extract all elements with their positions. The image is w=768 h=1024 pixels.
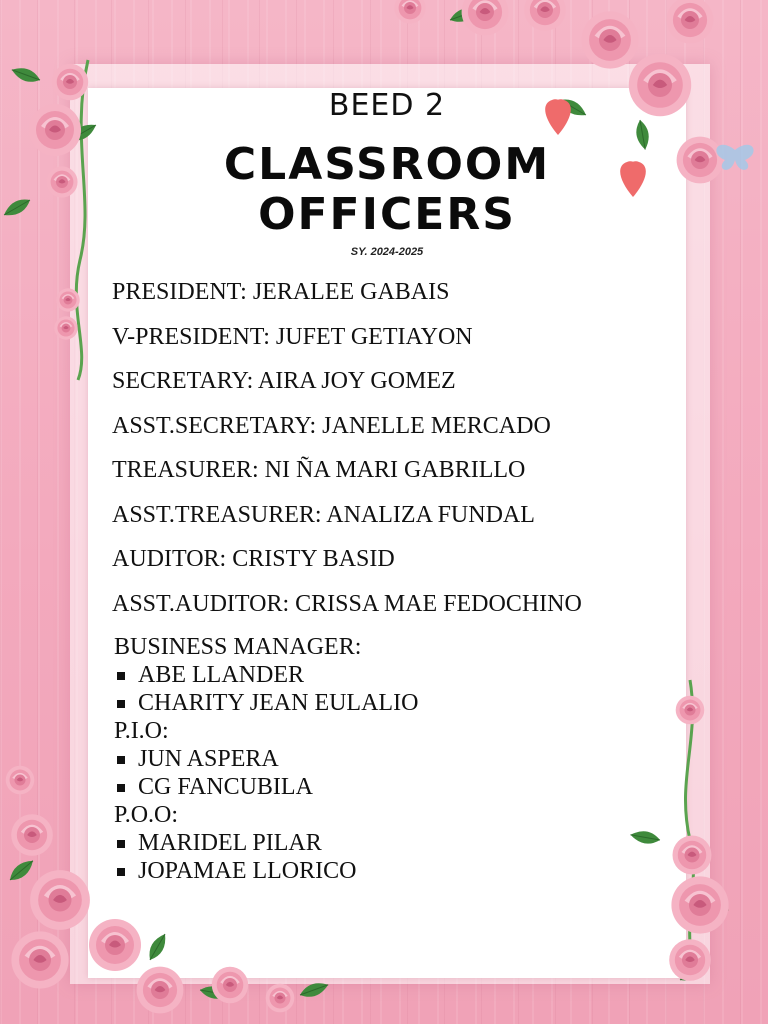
list-item <box>114 689 674 717</box>
member-name: CHARITY JEAN EULALIO <box>138 690 419 716</box>
square-bullet-icon <box>117 756 125 764</box>
list-item <box>114 661 674 689</box>
list-item <box>114 745 674 773</box>
group-poo <box>114 801 674 885</box>
square-bullet-icon <box>117 840 125 848</box>
square-bullet-icon <box>117 700 125 708</box>
member-name: MARIDEL PILAR <box>138 830 322 856</box>
officer-list <box>112 276 672 632</box>
school-year: SY. 2024-2025 <box>350 246 424 258</box>
group-title: BUSINESS MANAGER: <box>114 634 362 660</box>
group-business-manager <box>114 633 674 717</box>
officer-vice-president: V-PRESIDENT: JUFET GETIAYON <box>112 323 473 350</box>
square-bullet-icon <box>117 868 125 876</box>
class-name: BEED 2 <box>328 88 446 123</box>
officer-president: PRESIDENT: JERALEE GABAIS <box>112 279 450 305</box>
butterfly-icon <box>716 145 753 170</box>
member-name: JOPAMAE LLORICO <box>138 858 357 884</box>
officer-treasurer: TREASURER: NI ÑA MARI GABRILLO <box>112 457 526 483</box>
group-pio <box>114 717 674 801</box>
square-bullet-icon <box>117 784 125 792</box>
group-title: P.O.O: <box>114 802 179 828</box>
officer-asst-secretary: ASST.SECRETARY: JANELLE MERCADO <box>112 412 551 439</box>
group-members <box>114 661 674 717</box>
group-members <box>114 745 674 801</box>
officer-asst-auditor: ASST.AUDITOR: CRISSA MAE FEDOCHINO <box>112 590 582 617</box>
page-title-line-2: OFFICERS <box>258 189 516 240</box>
member-name: CG FANCUBILA <box>138 774 313 800</box>
member-name: JUN ASPERA <box>138 746 279 772</box>
page-title-line-1: CLASSROOM <box>223 139 551 190</box>
list-item <box>114 773 674 801</box>
list-item <box>114 829 674 857</box>
officer-groups <box>114 633 674 885</box>
officer-secretary: SECRETARY: AIRA JOY GOMEZ <box>112 368 456 394</box>
vine-left <box>76 60 88 380</box>
group-members <box>114 829 674 885</box>
officer-auditor: AUDITOR: CRISTY BASID <box>112 546 395 572</box>
group-title: P.I.O: <box>114 718 169 744</box>
page-title <box>88 140 686 240</box>
officer-asst-treasurer: ASST.TREASURER: ANALIZA FUNDAL <box>112 501 535 528</box>
square-bullet-icon <box>117 672 125 680</box>
list-item <box>114 857 674 885</box>
member-name: ABE LLANDER <box>138 662 304 688</box>
